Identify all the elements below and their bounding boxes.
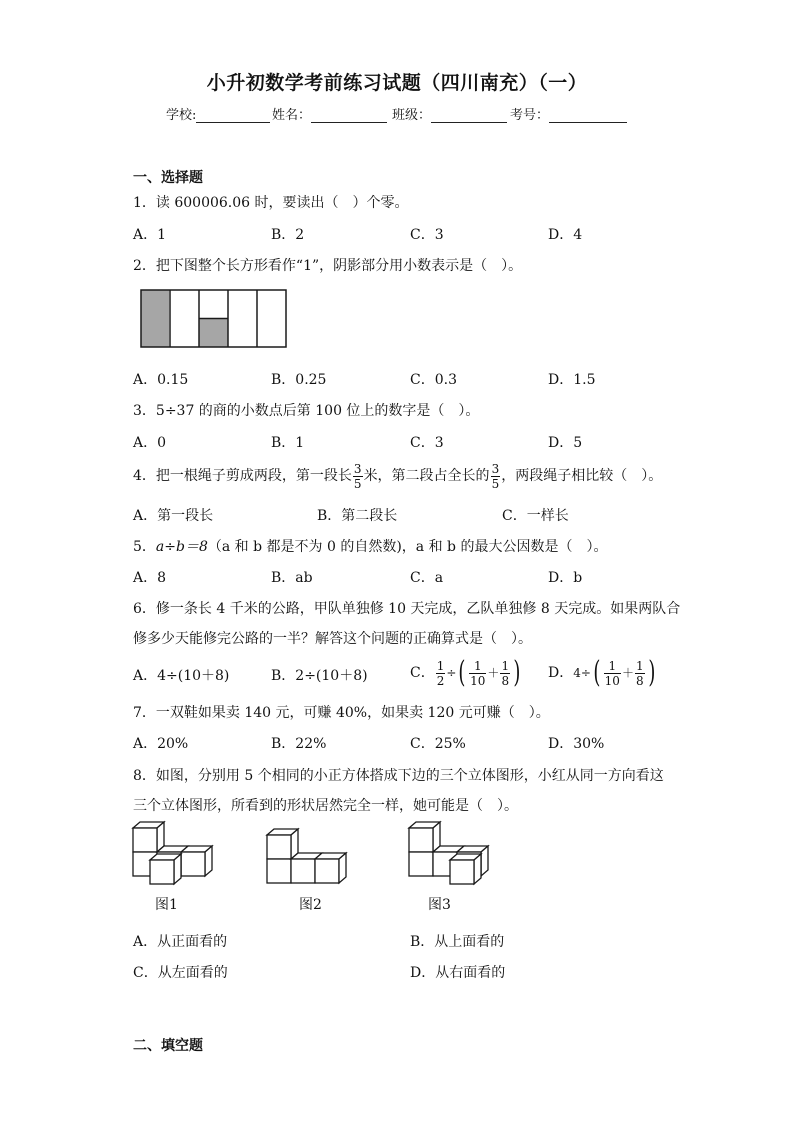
q2-option-b[interactable]: B．0.25 <box>271 372 327 388</box>
section-heading-choice: 一、选择题 <box>133 170 203 186</box>
name-field <box>272 104 387 123</box>
q5-expression: a÷b＝8 <box>155 539 208 555</box>
figure-2-label: 图2 <box>299 897 322 913</box>
question-8-line-1: 8．如图，分别用 5 个相同的小正方体搭成下边的三个立体图形，小红从同一方向看这 <box>133 768 664 784</box>
q7-option-a[interactable]: A．20% <box>133 736 189 752</box>
q6-option-b[interactable]: B．2÷(10＋8) <box>271 668 368 684</box>
q3-option-d[interactable]: D．5 <box>548 435 583 451</box>
q1-option-d[interactable]: D．4 <box>548 227 583 243</box>
number-blank[interactable] <box>549 108 627 123</box>
q4-fraction-2: $\frac{3}{5}$ <box>491 461 500 491</box>
q1-option-a[interactable]: A．1 <box>133 227 167 243</box>
q4-part1: 4．把一根绳子剪成两段，第一段长 <box>133 468 352 484</box>
q8-option-d[interactable]: D．从右面看的 <box>410 965 506 981</box>
class-field <box>392 104 507 123</box>
question-5: 5．a÷b＝8（a 和 b 都是不为 0 的自然数)，a 和 b 的最大公因数是（ ）。 <box>133 539 608 555</box>
q1-option-b[interactable]: B．2 <box>271 227 305 243</box>
q5-option-c[interactable]: C．a <box>410 570 444 586</box>
q4-part2: 米，第二段占全长的 <box>363 468 490 484</box>
question-6-line-1: 6．修一条长 4 千米的公路，甲队单独修 10 天完成，乙队单独修 8 天完成。如果两队合 <box>133 601 681 617</box>
q3-option-b[interactable]: B．1 <box>271 435 305 451</box>
shaded-half-cell <box>199 319 228 347</box>
q5-text: （a 和 b 都是不为 0 的自然数)，a 和 b 的最大公因数是（ ）。 <box>207 539 608 555</box>
q4-option-b[interactable]: B．第二段长 <box>317 508 398 524</box>
q6-option-d[interactable]: D．4÷( $\frac{1}{10}$ ＋ $\frac{1}{8}$ ) <box>548 655 655 690</box>
question-2: 2．把下图整个长方形看作“1”，阴影部分用小数表示是（ ）。 <box>133 258 523 274</box>
q8-option-b[interactable]: B．从上面看的 <box>410 934 505 950</box>
q7-option-c[interactable]: C．25% <box>410 736 466 752</box>
question-8-line-2: 三个立体图形，所看到的形状居然完全一样，她可能是（ ）。 <box>133 798 518 814</box>
question-4 <box>133 459 662 493</box>
q3-option-c[interactable]: C．3 <box>410 435 444 451</box>
question-7: 7．一双鞋如果卖 140 元，可赚 40%，如果卖 120 元可赚（ ）。 <box>133 705 550 721</box>
figure-2-cubes <box>262 825 362 891</box>
q3-option-a[interactable]: A．0 <box>133 435 167 451</box>
page-title: 小升初数学考前练习试题（四川南充）（一） <box>206 72 588 94</box>
q1-option-c[interactable]: C．3 <box>410 227 444 243</box>
number-field <box>510 104 627 123</box>
q8-option-c[interactable]: C．从左面看的 <box>133 965 228 981</box>
figure-1-label: 图1 <box>155 897 178 913</box>
q6-option-c[interactable]: C． $\frac{1}{2}$ ÷( $\frac{1}{10}$ ＋ $\frac{1}{8}$ ) <box>410 655 521 690</box>
section-heading-fill: 二、填空题 <box>133 1038 203 1054</box>
question-6-line-2: 修多少天能修完公路的一半？解答这个问题的正确算式是（ ）。 <box>133 631 532 647</box>
q7-option-b[interactable]: B．22% <box>271 736 327 752</box>
q4-option-c[interactable]: C．一样长 <box>502 508 569 524</box>
name-blank[interactable] <box>311 108 387 123</box>
figure-3-cubes <box>404 818 504 892</box>
q2-option-c[interactable]: C．0.3 <box>410 372 457 388</box>
q5-option-a[interactable]: A．8 <box>133 570 167 586</box>
figure-1-cubes <box>128 818 224 892</box>
q2-option-d[interactable]: D．1.5 <box>548 372 596 388</box>
class-blank[interactable] <box>431 108 507 123</box>
question-1: 1．读 600006.06 时，要读出（ ）个零。 <box>133 195 409 211</box>
question-3: 3．5÷37 的商的小数点后第 100 位上的数字是（ ）。 <box>133 403 480 419</box>
q6-option-a[interactable]: A．4÷(10＋8) <box>133 668 230 684</box>
q4-fraction-1: $\frac{3}{5}$ <box>353 461 362 491</box>
q5-option-b[interactable]: B．ab <box>271 570 313 586</box>
q7-option-d[interactable]: D．30% <box>548 736 605 752</box>
name-label: 姓名： <box>272 108 312 123</box>
q4-option-a[interactable]: A．第一段长 <box>133 508 214 524</box>
number-label: 考号： <box>510 108 550 123</box>
rectangle-figure <box>140 289 288 349</box>
q4-part3: ，两段绳子相比较（ ）。 <box>501 468 663 484</box>
q8-option-a[interactable]: A．从正面看的 <box>133 934 228 950</box>
q5-option-d[interactable]: D．b <box>548 570 583 586</box>
q2-option-a[interactable]: A．0.15 <box>133 372 189 388</box>
school-blank[interactable] <box>196 108 270 123</box>
school-label: 学校: <box>166 108 197 123</box>
class-label: 班级： <box>392 108 432 123</box>
figure-3-label: 图3 <box>428 897 451 913</box>
school-field <box>166 104 270 123</box>
shaded-column <box>141 290 169 347</box>
